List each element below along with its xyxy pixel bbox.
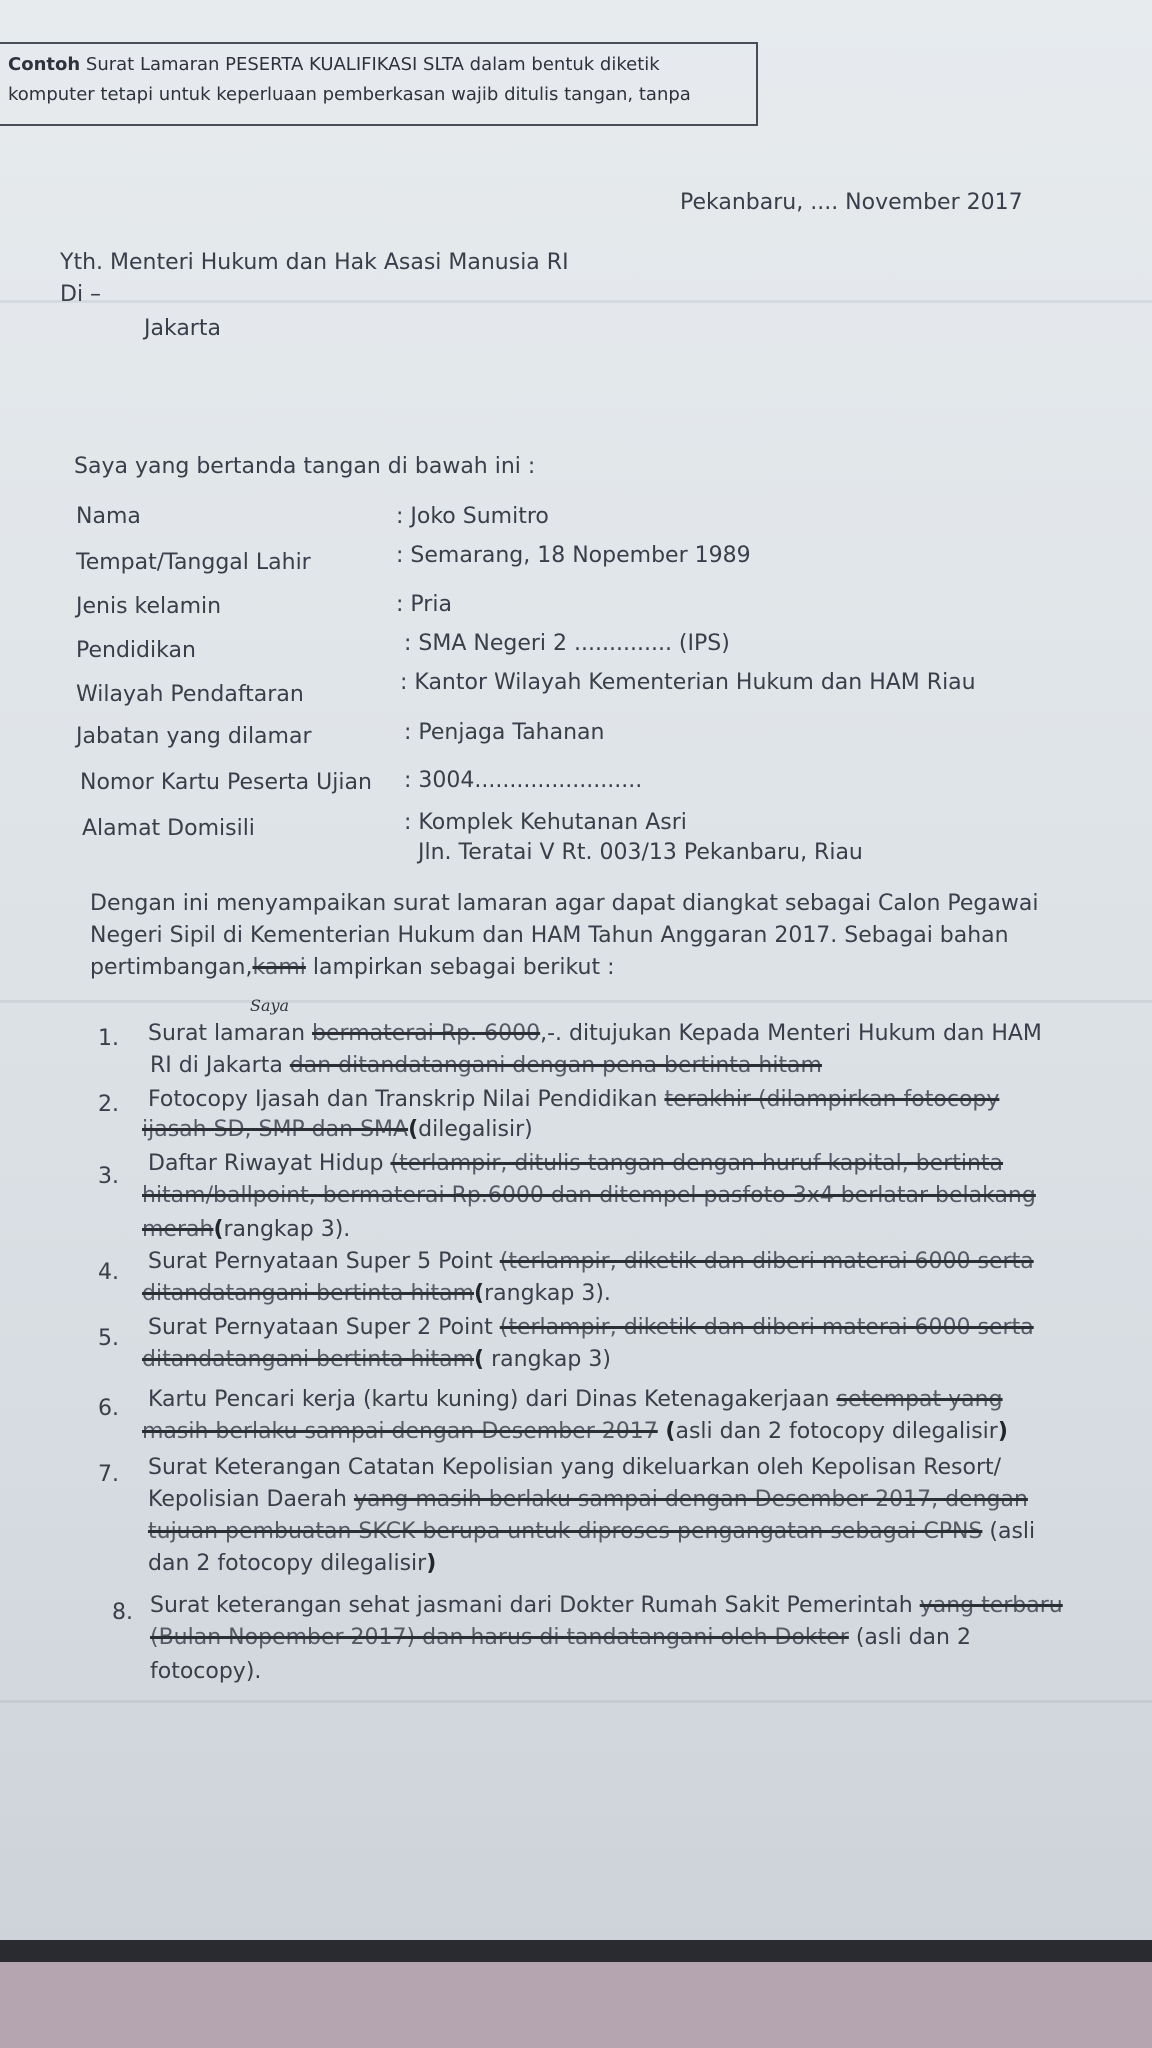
item-text: (asli dan 2 [848,1625,971,1650]
body-paragraph [90,888,1039,984]
list-item-8-line-1 [150,1590,1063,1622]
item-text: dan 2 fotocopy dilegalisir [148,1551,427,1576]
item-number: 4. [98,1260,119,1285]
field-label-pendidikan: Pendidikan [76,638,196,663]
item-text: Fotocopy Ijasah dan Transkrip Nilai Pendidikan [148,1087,665,1112]
struck-text: dan ditandatangani dengan pena bertinta hitam [289,1053,822,1078]
paper-fold [0,300,1152,303]
list-item-4-line-2 [142,1278,611,1310]
list-item-2-line-1 [148,1084,999,1116]
paragraph-line-3-end: lampirkan sebagai berikut : [305,955,615,980]
list-item-1-line-1 [148,1018,1042,1050]
handwritten-paren: ( [213,1217,224,1242]
struck-text: bermaterai Rp. 6000 [312,1021,541,1046]
struck-word: kami [252,955,306,980]
paragraph-line-3-start: pertimbangan, [90,955,253,980]
field-label-ttl: Tempat/Tanggal Lahir [76,550,311,575]
field-value-wilayah: : Kantor Wilayah Kementerian Hukum dan HAM Riau [400,670,976,695]
struck-text: tujuan pembuatan SKCK berupa untuk diproses pengangatan sebagai CPNS [148,1519,983,1544]
struck-text: hitam/ballpoint, bermaterai Rp.6000 dan ditempel pasfoto 3x4 berlatar belakang [142,1183,1036,1208]
field-value-ttl: : Semarang, 18 Nopember 1989 [396,543,751,568]
header-note-box [0,42,758,126]
field-value-nomor-kartu: : 3004........................ [404,768,643,793]
list-item-7-line-4 [148,1548,436,1580]
list-item-5-line-2 [142,1344,611,1376]
field-value-jabatan: : Penjaga Tahanan [404,720,605,745]
struck-text: (terlampir, diketik dan diberi materai 6000 serta [499,1315,1034,1340]
item-text: Surat Keterangan Catatan Kepolisian yang dikeluarkan oleh Kepolisan Resort/ [148,1455,1002,1480]
item-text: fotocopy). [150,1659,262,1684]
struck-text: (terlampir, diketik dan diberi materai 6000 serta [499,1249,1034,1274]
intro-sentence: Saya yang bertanda tangan di bawah ini : [74,454,536,479]
handwritten-paren: ( [474,1281,485,1306]
item-text: Kepolisian Daerah [148,1487,354,1512]
item-number: 3. [98,1164,119,1189]
item-text: rangkap 3). [223,1217,351,1242]
item-number: 1. [98,1026,119,1051]
struck-text: yang masih berlaku sampai dengan Desember 2017, dengan [353,1487,1028,1512]
item-text: Surat lamaran [148,1021,313,1046]
item-number: 7. [98,1462,119,1487]
list-item-4-line-1 [148,1246,1034,1278]
list-item-6-line-1 [148,1384,1003,1416]
field-value-pendidikan: : SMA Negeri 2 .............. (IPS) [404,631,730,656]
list-item-5-line-1 [148,1312,1034,1344]
field-label-wilayah: Wilayah Pendaftaran [76,682,304,707]
handwritten-paren: ( [657,1419,676,1444]
list-item-2-line-2 [142,1114,533,1146]
struck-text: (terlampir, ditulis tangan dengan huruf kapital, bertinta [390,1151,1004,1176]
item-text: ,-. ditujukan Kepada Menteri Hukum dan HAM [540,1021,1042,1046]
field-value-alamat: : Komplek Kehutanan Asri [404,810,687,835]
struck-text: yang terbaru [919,1593,1063,1618]
struck-text: merah [142,1217,214,1242]
struck-text: ijasah SD, SMP dan SMA [142,1117,409,1142]
item-text: Surat Pernyataan Super 5 Point [148,1249,500,1274]
list-item-7-line-3 [148,1516,1035,1548]
struck-text: setempat yang [836,1387,1003,1412]
list-item-6-line-2 [142,1416,1008,1448]
item-number: 5. [98,1326,119,1351]
list-item-7-line-2 [148,1484,1028,1516]
letter-date: Pekanbaru, .... November 2017 [680,190,1023,215]
list-item-3-line-2 [142,1180,1036,1212]
list-item-8-line-3 [150,1656,261,1688]
field-value-alamat-line-2: Jln. Teratai V Rt. 003/13 Pekanbaru, Riau [418,840,863,865]
struck-text: (Bulan Nopember 2017) dan harus di tandatangani oleh Dokter [150,1625,849,1650]
list-item-3-line-1 [148,1148,1003,1180]
recipient-line-2: Di – [60,282,102,307]
struck-text: terakhir (dilampirkan fotocopy [664,1087,1000,1112]
list-item-3-line-3 [142,1214,350,1246]
handwritten-paren: ) [997,1419,1008,1444]
header-line-2: komputer tetapi untuk keperluaan pemberkasan wajib ditulis tangan, tanpa [8,84,691,105]
list-item-1-line-2 [150,1050,822,1082]
recipient-line-1: Yth. Menteri Hukum dan Hak Asasi Manusia RI [60,250,569,275]
handwritten-paren: ( [408,1117,419,1142]
item-text: Surat keterangan sehat jasmani dari Dokter Rumah Sakit Pemerintah [150,1593,920,1618]
field-label-nama: Nama [76,504,141,529]
item-text: asli dan 2 fotocopy dilegalisir [675,1419,998,1444]
list-item-7-line-1 [148,1452,1001,1484]
struck-text: ditandatangani bertinta hitam [142,1281,475,1306]
item-text: Kartu Pencari kerja (kartu kuning) dari Dinas Ketenagakerjaan [148,1387,837,1412]
header-line-1-text: Surat Lamaran PESERTA KUALIFIKASI SLTA dalam bentuk diketik [80,54,660,75]
field-label-jenis-kelamin: Jenis kelamin [76,594,222,619]
handwritten-insert: Saya [250,996,290,1015]
item-text: (asli [982,1519,1036,1544]
table-surface [0,1962,1152,2048]
paper-fold [0,1000,1152,1003]
handwritten-paren: ( [474,1347,485,1372]
item-text: RI di Jakarta [150,1053,290,1078]
header-line-1 [8,50,746,80]
struck-text: ditandatangani bertinta hitam [142,1347,475,1372]
item-text: rangkap 3). [484,1281,611,1306]
list-item-8-line-2 [150,1622,971,1654]
struck-text: masih berlaku sampai dengan Desember 2017 [142,1419,658,1444]
paragraph-line-3 [90,952,1030,984]
handwritten-paren: ) [426,1551,437,1576]
item-text: Daftar Riwayat Hidup [148,1151,391,1176]
paper-fold [0,1700,1152,1703]
item-number: 8. [112,1600,133,1625]
field-label-jabatan: Jabatan yang dilamar [76,724,312,749]
item-number: 6. [98,1396,119,1421]
field-value-jenis-kelamin: : Pria [396,592,452,617]
field-label-alamat: Alamat Domisili [82,816,255,841]
field-label-nomor-kartu: Nomor Kartu Peserta Ujian [80,770,372,795]
recipient-city: Jakarta [144,316,221,341]
item-number: 2. [98,1092,119,1117]
paragraph-line-1: Dengan ini menyampaikan surat lamaran agar dapat diangkat sebagai Calon Pegawai [90,891,1039,916]
paragraph-line-2: Negeri Sipil di Kementerian Hukum dan HAM Tahun Anggaran 2017. Sebagai bahan [90,923,1009,948]
item-text: rangkap 3) [484,1347,611,1372]
item-text: dilegalisir) [418,1117,533,1142]
paper-bottom-edge [0,1940,1152,1962]
item-text: Surat Pernyataan Super 2 Point [148,1315,500,1340]
field-value-nama: : Joko Sumitro [396,504,549,529]
header-bold-word: Contoh [8,54,81,75]
